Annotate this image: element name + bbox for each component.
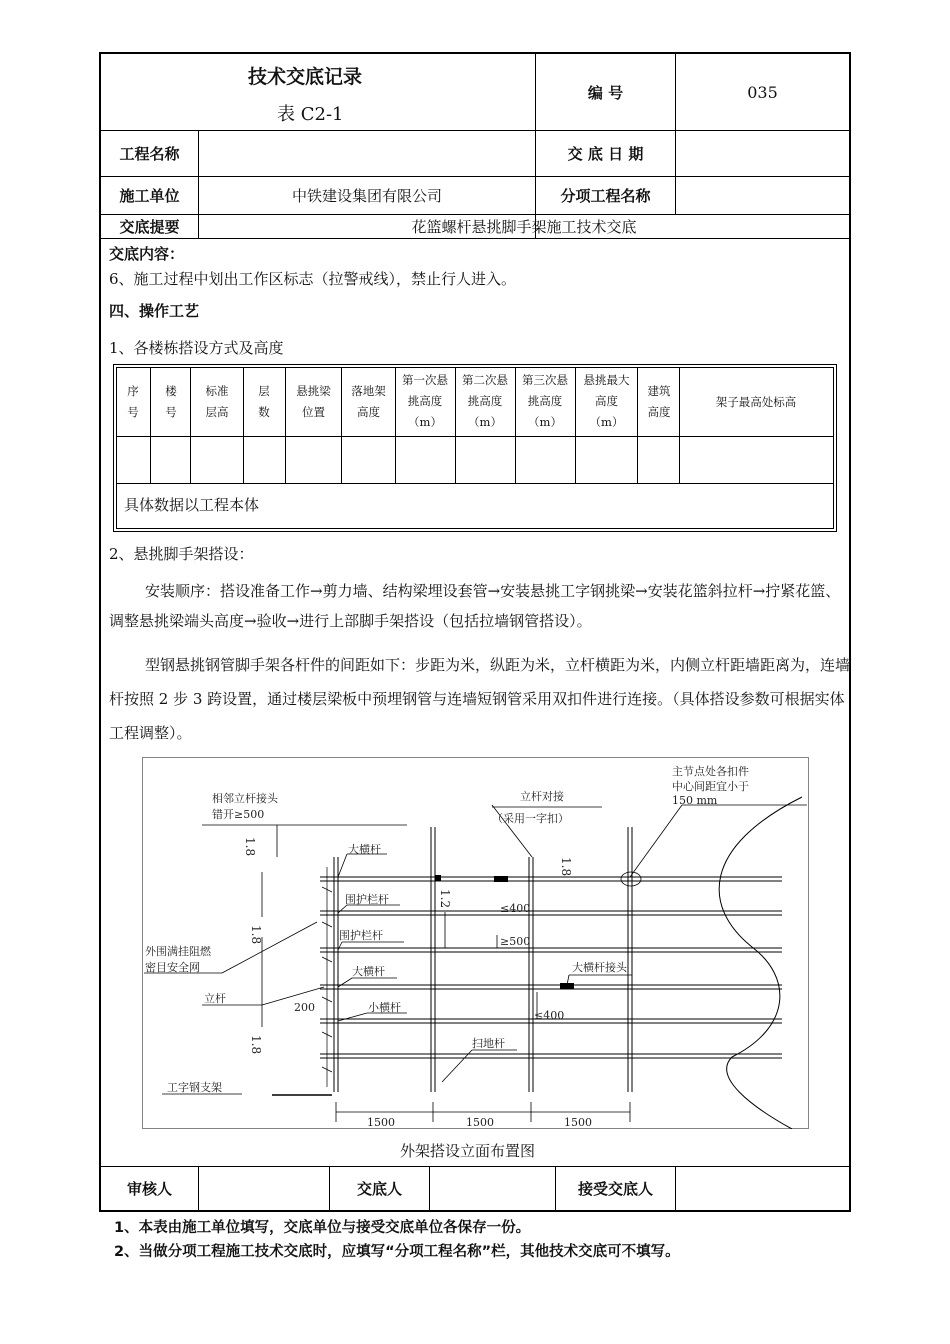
dim-500: ≥500 [500, 935, 531, 948]
dim-400a: ≤400 [500, 902, 531, 915]
project-name-value[interactable] [199, 131, 535, 176]
label-net-1: 外围满挂阻燃 [145, 945, 211, 958]
content-label: 交底内容： [109, 245, 185, 263]
number-label: 编 号 [587, 83, 624, 102]
date-value[interactable] [676, 131, 849, 176]
footnote-1: 1、本表由施工单位填写，交底单位与接受交底单位各保存一份。 [114, 1220, 531, 1236]
glyph-e: 1.8 [249, 1035, 263, 1055]
th-max-elev: 架子最高处标高 [715, 394, 797, 409]
dim-span-2: 1500 [466, 1116, 494, 1129]
discloser-label: 交底人 [356, 1180, 402, 1198]
label-adjacent-joint-2: 错开≥500 [212, 808, 265, 821]
th-max-cant: 悬挑最大高度（m） [583, 372, 630, 429]
page-title: 技术交底记录 [248, 66, 363, 88]
receiver-value[interactable] [676, 1167, 849, 1210]
scaffold-drawing [142, 757, 809, 1129]
glyph-a: 1.8 [243, 837, 257, 857]
dim-span-3: 1500 [564, 1116, 592, 1129]
receiver-label: 接受交底人 [577, 1180, 653, 1198]
th-first-cant: 第一次悬挑高度（m） [402, 372, 448, 429]
sub-project-value[interactable] [676, 177, 849, 214]
sub-heading-1: 1、各楼栋搭设方式及高度 [109, 339, 284, 357]
dim-span-1: 1500 [367, 1116, 395, 1129]
section-4-heading: 四、操作工艺 [109, 302, 200, 320]
label-guard-1: 围护栏杆 [345, 893, 389, 906]
label-node-1: 主节点处各扣件 [672, 765, 749, 778]
label-big-bar: 大横杆 [348, 843, 381, 856]
uprights [334, 827, 632, 1092]
label-guard-2: 围护栏杆 [339, 929, 383, 942]
reviewer-value[interactable] [199, 1167, 329, 1210]
date-label: 交 底 日 期 [567, 145, 644, 163]
ledger-bars [320, 877, 782, 1058]
form-number: 表 C2-1 [277, 104, 344, 125]
spacing-paragraph: 型钢悬挑钢管脚手架各杆件的间距如下：步距为米，纵距为米，立杆横距为米，内侧立杆距墙距离为，连墙杆按照 2 步 3 跨设置，通过楼层梁板中预埋钢管与连墙短钢管采用双扣件进行连接。（具体搭设参数可根据实体工程调整）。 [109, 656, 851, 742]
th-second-cant: 第二次悬挑高度（m） [462, 372, 508, 429]
label-pole-butt-note: （采用一字扣） [492, 812, 569, 825]
th-beam-pos: 悬挑梁位置 [296, 384, 331, 419]
th-floors: 层数 [258, 384, 270, 419]
number-value: 035 [747, 82, 778, 102]
label-small-bar: 小横杆 [368, 1001, 401, 1014]
label-big-bar-2: 大横杆 [352, 965, 385, 978]
label-pole-butt: 立杆对接 [520, 790, 564, 803]
th-building-height: 建筑高度 [647, 384, 671, 419]
break-line [719, 797, 802, 1129]
discloser-value[interactable] [430, 1167, 555, 1210]
scaffold-elevation-figure [142, 757, 809, 1129]
label-net-2: 密目安全网 [145, 961, 200, 974]
sub-project-label: 分项工程名称 [560, 187, 651, 205]
th-building: 楼号 [165, 384, 177, 419]
dim-400b: ≤400 [534, 1009, 565, 1022]
sub-heading-2: 2、悬挑脚手架搭设： [109, 545, 254, 563]
figure-caption: 外架搭设立面布置图 [400, 1142, 536, 1160]
label-adjacent-joint-1: 相邻立杆接头 [212, 792, 278, 805]
th-third-cant: 第三次悬挑高度（m） [522, 372, 568, 429]
glyph-d: 1.2 [438, 889, 452, 909]
footnote-2: 2、当做分项工程施工技术交底时，应填写“分项工程名称”栏，其他技术交底可不填写。 [114, 1244, 680, 1260]
glyph-c: 1.8 [249, 925, 263, 945]
item-6: 6、施工过程中划出工作区标志（拉警戒线），禁止行人进入。 [109, 270, 517, 288]
unit-value: 中铁建设集团有限公司 [291, 187, 442, 205]
label-sweep-bar: 扫地杆 [472, 1037, 505, 1050]
project-name-label: 工程名称 [119, 145, 180, 163]
th-seq: 序号 [127, 384, 139, 419]
summary-label: 交底提要 [119, 218, 180, 236]
reviewer-label: 审核人 [126, 1180, 172, 1198]
label-pole: 立杆 [204, 992, 226, 1005]
label-big-bar-joint: 大横杆接头 [572, 961, 627, 974]
table-note: 具体数据以工程本体 [124, 496, 260, 514]
dim-200: 200 [294, 1001, 315, 1014]
unit-label: 施工单位 [119, 187, 180, 205]
th-std-height: 标准层高 [205, 384, 229, 419]
label-node-3: 150 mm [672, 794, 718, 807]
install-sequence: 安装顺序：搭设准备工作→剪力墙、结构梁埋设套管→安装悬挑工字钢挑梁→安装花篮斜拉杆→拧紧花篮、调整悬挑梁端头高度→验收→进行上部脚手架搭设（包括拉墙钢管搭设）。 [109, 582, 841, 630]
summary-value: 花篮螺杆悬挑脚手架施工技术交底 [411, 218, 637, 236]
label-node-2: 中心间距宜小于 [672, 780, 749, 793]
th-ground-height: 落地架高度 [351, 384, 386, 419]
glyph-b: 1.8 [559, 857, 573, 877]
label-i-beam: 工字钢支架 [167, 1081, 222, 1094]
